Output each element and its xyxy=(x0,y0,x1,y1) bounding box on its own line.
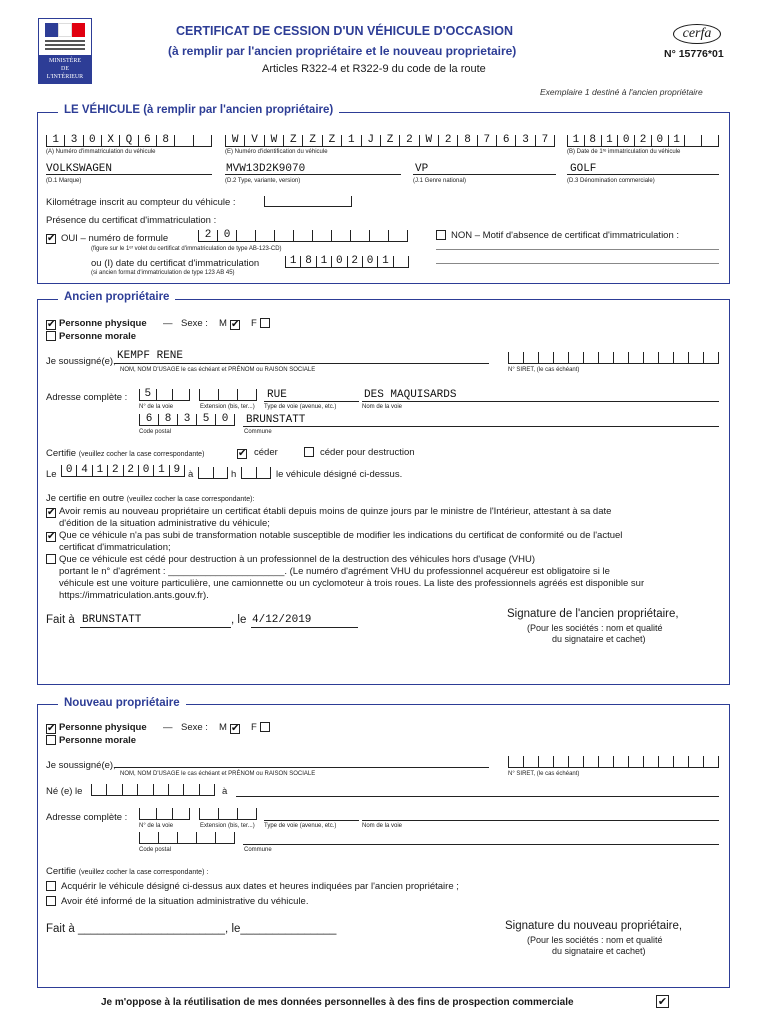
ancien-adresse-label: Adresse complète : xyxy=(46,392,128,403)
type-value[interactable]: MVW13D2K9070 xyxy=(226,163,306,175)
nouveau-cp-cells[interactable] xyxy=(139,832,235,844)
nouveau-morale-checkbox[interactable] xyxy=(46,735,56,745)
form-subtitle: (à remplir par l'ancien propriétaire et le nouveau proprietaire) xyxy=(168,44,517,58)
cert-date-label: ou (I) date du certificat d'immatriculation xyxy=(91,258,260,269)
nouveau-c1-text: Acquérir le véhicule désigné ci-dessus aux dates et heures indiquées par l'ancien propriétaire ; xyxy=(61,881,459,892)
cerfa-text: cerfa xyxy=(682,26,712,41)
formule-cells[interactable]: 2 0 xyxy=(198,230,408,242)
formule-note: (figure sur le 1ᵉʳ volet du certificat d'immatriculation de type AB-123-CD) xyxy=(91,246,282,252)
first-registration-cells[interactable]: 1 8 1 0 2 0 1 xyxy=(567,135,719,147)
ancien-voie-type-value[interactable]: RUE xyxy=(267,389,287,401)
nouveau-cp-label: Code postal xyxy=(139,847,172,853)
ancien-f-label: F xyxy=(251,318,257,329)
cerfa-logo xyxy=(673,24,721,44)
ancien-m-checkbox[interactable]: ✔ xyxy=(231,319,240,330)
nouveau-a-label: à xyxy=(222,786,228,797)
ancien-c1-text: Avoir remis au nouveau propriétaire un certificat établi depuis moins de quinze jours par le ministre de l'Intérieur, attestant à sa date xyxy=(59,506,612,517)
ancien-fait-le: , le xyxy=(231,614,247,626)
ministry-line-1: MINISTÈRE xyxy=(49,58,81,64)
ancien-le-label: Le xyxy=(46,469,57,480)
nouveau-certifie: Certifie xyxy=(46,866,77,877)
marianne-emblem xyxy=(39,19,91,55)
nouveau-voie-nom-field[interactable] xyxy=(362,820,719,821)
ministry-logo xyxy=(38,18,92,84)
ancien-commune-label: Commune xyxy=(244,429,272,435)
brand-value[interactable]: VOLKSWAGEN xyxy=(46,163,113,175)
form-title: CERTIFICAT DE CESSION D'UN VÉHICULE D'OCCASION xyxy=(176,24,513,38)
nouveau-f-checkbox[interactable] xyxy=(260,722,270,732)
exemplaire-note: Exemplaire 1 destiné à l'ancien propriétaire xyxy=(540,87,703,97)
nouveau-voie-type-field[interactable] xyxy=(264,820,359,821)
ancien-name-value[interactable]: KEMPF RENE xyxy=(117,350,184,362)
vehicle-section-title: LE VÉHICULE (à remplir par l'ancien propriétaire) xyxy=(58,104,339,116)
ancien-certifie: Certifie xyxy=(46,448,77,459)
ancien-physique-checkbox[interactable]: ✔ xyxy=(47,319,56,330)
ancien-c2-text: Que ce véhicule n'a pas subi de transformation notable susceptible de modifier les indications du certificat de conformité ou de l'actuel xyxy=(59,530,623,541)
nouveau-commune-label: Commune xyxy=(244,847,272,853)
non-label: NON – Motif d'absence de certificat d'immatriculation : xyxy=(451,230,680,241)
immat-cells[interactable]: 1 3 0 X Q 6 8 xyxy=(46,135,212,147)
ancien-signature-title: Signature de l'ancien propriétaire, xyxy=(507,608,679,620)
ancien-c3c-text: véhicule est une voiture particulière, une camionnette ou un cyclomoteur à trois roues. La liste des professionnels agréés est disponible sur xyxy=(59,578,645,589)
genre-value[interactable]: VP xyxy=(415,163,429,175)
ancien-c3-text: Que ce véhicule est cédé pour destruction à un professionnel de la destruction des véhicules hors d'usage (VHU) xyxy=(59,554,536,565)
vin-cells[interactable]: W V W Z Z Z 1 J Z 2 W 2 8 7 6 3 7 xyxy=(225,135,555,147)
nouveau-certifie-note: (veuillez cocher la case correspondante) : xyxy=(78,869,209,876)
presence-label: Présence du certificat d'immatriculation : xyxy=(46,215,217,226)
oui-label: OUI – numéro de formule xyxy=(61,233,169,244)
nouveau-birth-cells[interactable] xyxy=(91,784,215,796)
ancien-siret-cells[interactable] xyxy=(508,352,719,364)
nouveau-name-field[interactable] xyxy=(114,767,489,768)
ancien-cp-cells[interactable]: 6 8 3 5 0 xyxy=(139,414,235,426)
ancien-c1-checkbox[interactable]: ✔ xyxy=(47,507,56,518)
nouveau-ext-label: Extension (bis, ter...) xyxy=(200,823,255,829)
vin-label: (E) Numéro d'identification du véhicule xyxy=(225,149,328,155)
immat-label: (A) Numéro d'immatriculation du véhicule xyxy=(46,149,156,155)
ancien-ext-label: Extension (bis, ter...) xyxy=(200,404,255,410)
ancien-voie-nom-label: Nom de la voie xyxy=(362,404,403,410)
nouveau-morale-label: Personne morale xyxy=(59,735,137,746)
ministry-line-2: DE xyxy=(61,66,69,72)
nouveau-adresse-label: Adresse complète : xyxy=(46,812,128,823)
nouveau-num-cells[interactable] xyxy=(139,808,190,820)
nouveau-signature-note-2: du signataire et cachet) xyxy=(552,946,646,956)
ancien-fait-date[interactable]: 4/12/2019 xyxy=(252,614,312,626)
ancien-soussigne: Je soussigné(e), xyxy=(46,356,116,367)
nouveau-m-label: M xyxy=(219,722,227,733)
ancien-c3-checkbox[interactable] xyxy=(46,554,56,564)
ancien-morale-label: Personne morale xyxy=(59,331,137,342)
ancien-name-label: NOM, NOM D'USAGE le cas échéant et PRÉNOM ou RAISON SOCIALE xyxy=(120,367,316,373)
nouveau-fait[interactable]: Fait à _______________________, le_______________ xyxy=(46,923,337,935)
ancien-en-outre: Je certifie en outre xyxy=(46,493,125,504)
ancien-cp-label: Code postal xyxy=(139,429,172,435)
form-articles: Articles R322-4 et R322-9 du code de la route xyxy=(262,63,486,75)
nouveau-num-label: N° de la voie xyxy=(139,823,174,829)
nouveau-physique-label: Personne physique xyxy=(59,722,147,733)
ancien-voie-type-label: Type de voie (avenue, etc.) xyxy=(264,404,337,410)
nouveau-c1-checkbox[interactable] xyxy=(46,881,56,891)
nouveau-siret-label: N° SIRET, (le cas échéant) xyxy=(508,771,580,777)
ancien-c3d-text: https://immatriculation.ants.gouv.fr). xyxy=(59,590,209,601)
ancien-c3b-text: portant le n° d'agrément : ______________________. (Le numéro d'agrément VHU du professionnel acquéreur est obligatoire si le xyxy=(59,566,610,577)
genre-label: (J.1 Genre national) xyxy=(413,178,467,184)
nouveau-voie-nom-label: Nom de la voie xyxy=(362,823,403,829)
ancien-h-label: h xyxy=(231,469,237,480)
ancien-signature-note-1: (Pour les sociétés : nom et qualité xyxy=(527,623,663,633)
opposition-checkbox[interactable]: ✔ xyxy=(657,995,668,1008)
nouveau-f-label: F xyxy=(251,722,257,733)
nouveau-c2-checkbox[interactable] xyxy=(46,896,56,906)
ancien-commune-value[interactable]: BRUNSTATT xyxy=(246,414,306,426)
denomination-label: (D.3 Dénomination commerciale) xyxy=(567,178,655,184)
ancien-designe: le véhicule désigné ci-dessus. xyxy=(276,469,403,480)
ancien-m-label: M xyxy=(219,318,227,329)
ancien-destruction-checkbox[interactable] xyxy=(304,447,314,457)
nouveau-voie-type-label: Type de voie (avenue, etc.) xyxy=(264,823,337,829)
cert-date-cells[interactable]: 1 8 1 0 2 0 1 xyxy=(285,256,409,268)
nouveau-soussigne: Je soussigné(e), xyxy=(46,760,116,771)
nouveau-section-title: Nouveau propriétaire xyxy=(58,697,186,709)
ancien-voie-nom-value[interactable]: DES MAQUISARDS xyxy=(364,389,457,401)
ancien-min-cells[interactable] xyxy=(241,467,271,479)
ancien-c2-checkbox[interactable]: ✔ xyxy=(47,531,56,542)
nouveau-dash: — xyxy=(163,722,173,733)
first-registration-label: (B) Date de 1ʳᵉ immatriculation du véhicule xyxy=(567,149,681,155)
ancien-certifie-note: (veuillez cocher la case correspondante) xyxy=(78,451,205,458)
oui-checkbox[interactable]: ✔ xyxy=(47,233,56,244)
cert-date-note: (si ancien format d'immatriculation de type 123 AB 45) xyxy=(91,270,235,276)
nouveau-sexe-label: Sexe : xyxy=(181,722,208,733)
non-checkbox[interactable] xyxy=(436,230,446,240)
nouveau-signature-title: Signature du nouveau propriétaire, xyxy=(505,920,683,932)
nouveau-c2-text: Avoir été informé de la situation administrative du véhicule. xyxy=(61,896,309,907)
ancien-num-label: N° de la voie xyxy=(139,404,174,410)
nouveau-siret-cells[interactable] xyxy=(508,756,719,768)
ancien-ceder-label: céder xyxy=(254,447,278,458)
ancien-section-title: Ancien propriétaire xyxy=(58,291,175,303)
denomination-value[interactable]: GOLF xyxy=(570,163,597,175)
ancien-destruction-label: céder pour destruction xyxy=(320,447,415,458)
ancien-fait-label: Fait à xyxy=(46,614,75,626)
ancien-c2b-text: certificat d'immatriculation; xyxy=(59,542,171,553)
ancien-a-label: à xyxy=(188,469,194,480)
nouveau-physique-checkbox[interactable]: ✔ xyxy=(47,723,56,734)
ancien-signature-note-2: du signataire et cachet) xyxy=(552,634,646,644)
nouveau-ext-cells[interactable] xyxy=(199,808,257,820)
brand-label: (D.1 Marque) xyxy=(46,178,82,184)
ancien-morale-checkbox[interactable] xyxy=(46,331,56,341)
ancien-physique-label: Personne physique xyxy=(59,318,147,329)
form-number: N° 15776*01 xyxy=(664,48,724,60)
ancien-num-cells[interactable]: 5 xyxy=(139,389,190,401)
ancien-en-outre-note: (veuillez cocher la case correspondante): xyxy=(126,496,255,503)
opposition-text: Je m'oppose à la réutilisation de mes données personnelles à des fins de prospection commerciale xyxy=(101,997,574,1008)
ancien-sexe-label: Sexe : xyxy=(181,318,208,329)
ministry-line-3: L'INTÉRIEUR xyxy=(46,74,84,80)
nouveau-signature-note-1: (Pour les sociétés : nom et qualité xyxy=(527,935,663,945)
ancien-date-cells[interactable]: 0 4 1 2 2 0 1 9 xyxy=(61,465,185,477)
ancien-dash: — xyxy=(163,318,173,329)
type-label: (D.2 Type, variante, version) xyxy=(225,178,301,184)
nouveau-birthplace-field[interactable] xyxy=(236,796,719,797)
ancien-fait-city[interactable]: BRUNSTATT xyxy=(82,614,142,626)
nouveau-commune-field[interactable] xyxy=(243,844,719,845)
km-field[interactable] xyxy=(264,196,352,207)
ancien-ceder-checkbox[interactable]: ✔ xyxy=(238,448,247,459)
ancien-ext-cells[interactable] xyxy=(199,389,257,401)
km-label: Kilométrage inscrit au compteur du véhicule : xyxy=(46,197,236,208)
nouveau-name-label: NOM, NOM D'USAGE le cas échéant et PRÉNOM ou RAISON SOCIALE xyxy=(120,771,316,777)
ancien-siret-label: N° SIRET, (le cas échéant) xyxy=(508,367,580,373)
nouveau-m-checkbox[interactable]: ✔ xyxy=(231,723,240,734)
ancien-hour-cells[interactable] xyxy=(198,467,228,479)
ancien-c1b-text: d'édition de la situation administrative du véhicule; xyxy=(59,518,270,529)
ancien-f-checkbox[interactable] xyxy=(260,318,270,328)
nouveau-ne-label: Né (e) le xyxy=(46,786,83,797)
